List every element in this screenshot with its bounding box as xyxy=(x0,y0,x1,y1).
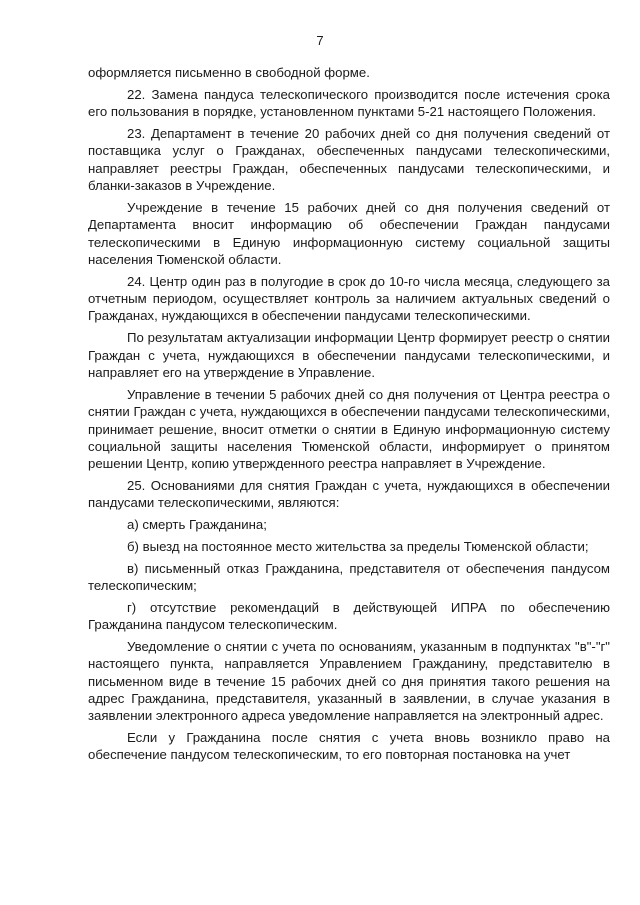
list-item-g: г) отсутствие рекомендаций в действующей ИПРА по обеспечению Гражданина пандусом телескопическим. xyxy=(88,599,610,633)
list-item-a: а) смерть Гражданина; xyxy=(127,517,267,533)
paragraph-clause-24-administration: Управление в течении 5 рабочих дней со дня получения от Центра реестра о снятии Граждан с учета, нуждающихся в обеспечении пандусами телескопическими, принимает решение, вносит отметки о снятии в Единую информационную систему социальной защиты населения Тюменской области, информирует о принятом решении Центр, копию утвержденного реестра направляет в Учреждение. xyxy=(88,386,610,472)
list-item-v: в) письменный отказ Гражданина, представителя от обеспечения пандусом телескопическим; xyxy=(88,560,610,593)
paragraph-re-registration: Если у Гражданина после снятия с учета вновь возникло право на обеспечение пандусом телескопическим, то его повторная постановка на учет xyxy=(88,730,610,763)
document-body xyxy=(88,64,610,764)
paragraph-continuation: оформляется письменно в свободной форме. xyxy=(88,65,370,80)
paragraph-clause-23: 23. Департамент в течение 20 рабочих дней со дня получения сведений от поставщика услуг о Гражданах, обеспеченных пандусами телескопическими, направляет реестры Граждан, обеспеченных пандусами телескопическими, и бланки-заказов в Учреждение. xyxy=(88,125,610,194)
list-item-b: б) выезд на постоянное место жительства за пределы Тюменской области; xyxy=(127,538,589,554)
paragraph-clause-23-institution: Учреждение в течение 15 рабочих дней со дня получения сведений от Департамента вносит информацию об обеспечении Граждан пандусами телескопическими в Единую информационную систему социальной защиты населения Тюменской области. xyxy=(88,199,610,267)
paragraph-clause-25: 25. Основаниями для снятия Граждан с учета, нуждающихся в обеспечении пандусами телескопическими, являются: xyxy=(88,478,610,511)
paragraph-clause-22: 22. Замена пандуса телескопического производится после истечения срока его пользования в порядке, установленном пунктами 5-21 настоящего Положения. xyxy=(88,86,610,120)
paragraph-notification: Уведомление о снятии с учета по основаниям, указанным в подпунктах "в"-"г" настоящего пункта, направляется Управлением Гражданину, представителю в письменном виде в течение 15 рабочих дней со дня принятия такого решения на адрес Гражданина, представителя, указанный в заявлении, в случае указания в заявлении электронного адреса уведомление направляется на электронный адрес. xyxy=(88,638,610,724)
paragraph-clause-24-registry: По результатам актуализации информации Центр формирует реестр о снятии Граждан с учета, нуждающихся в обеспечении пандусами телескопическими, и направляет его на утверждение в Управление. xyxy=(88,330,610,380)
page-number: 7 xyxy=(316,33,324,48)
paragraph-clause-24: 24. Центр один раз в полугодие в срок до 10-го числа месяца, следующего за отчетным периодом, осуществляет контроль за наличием актуальных сведений о Гражданах, нуждающихся в обеспечении пандусами телескопическими. xyxy=(88,273,610,324)
